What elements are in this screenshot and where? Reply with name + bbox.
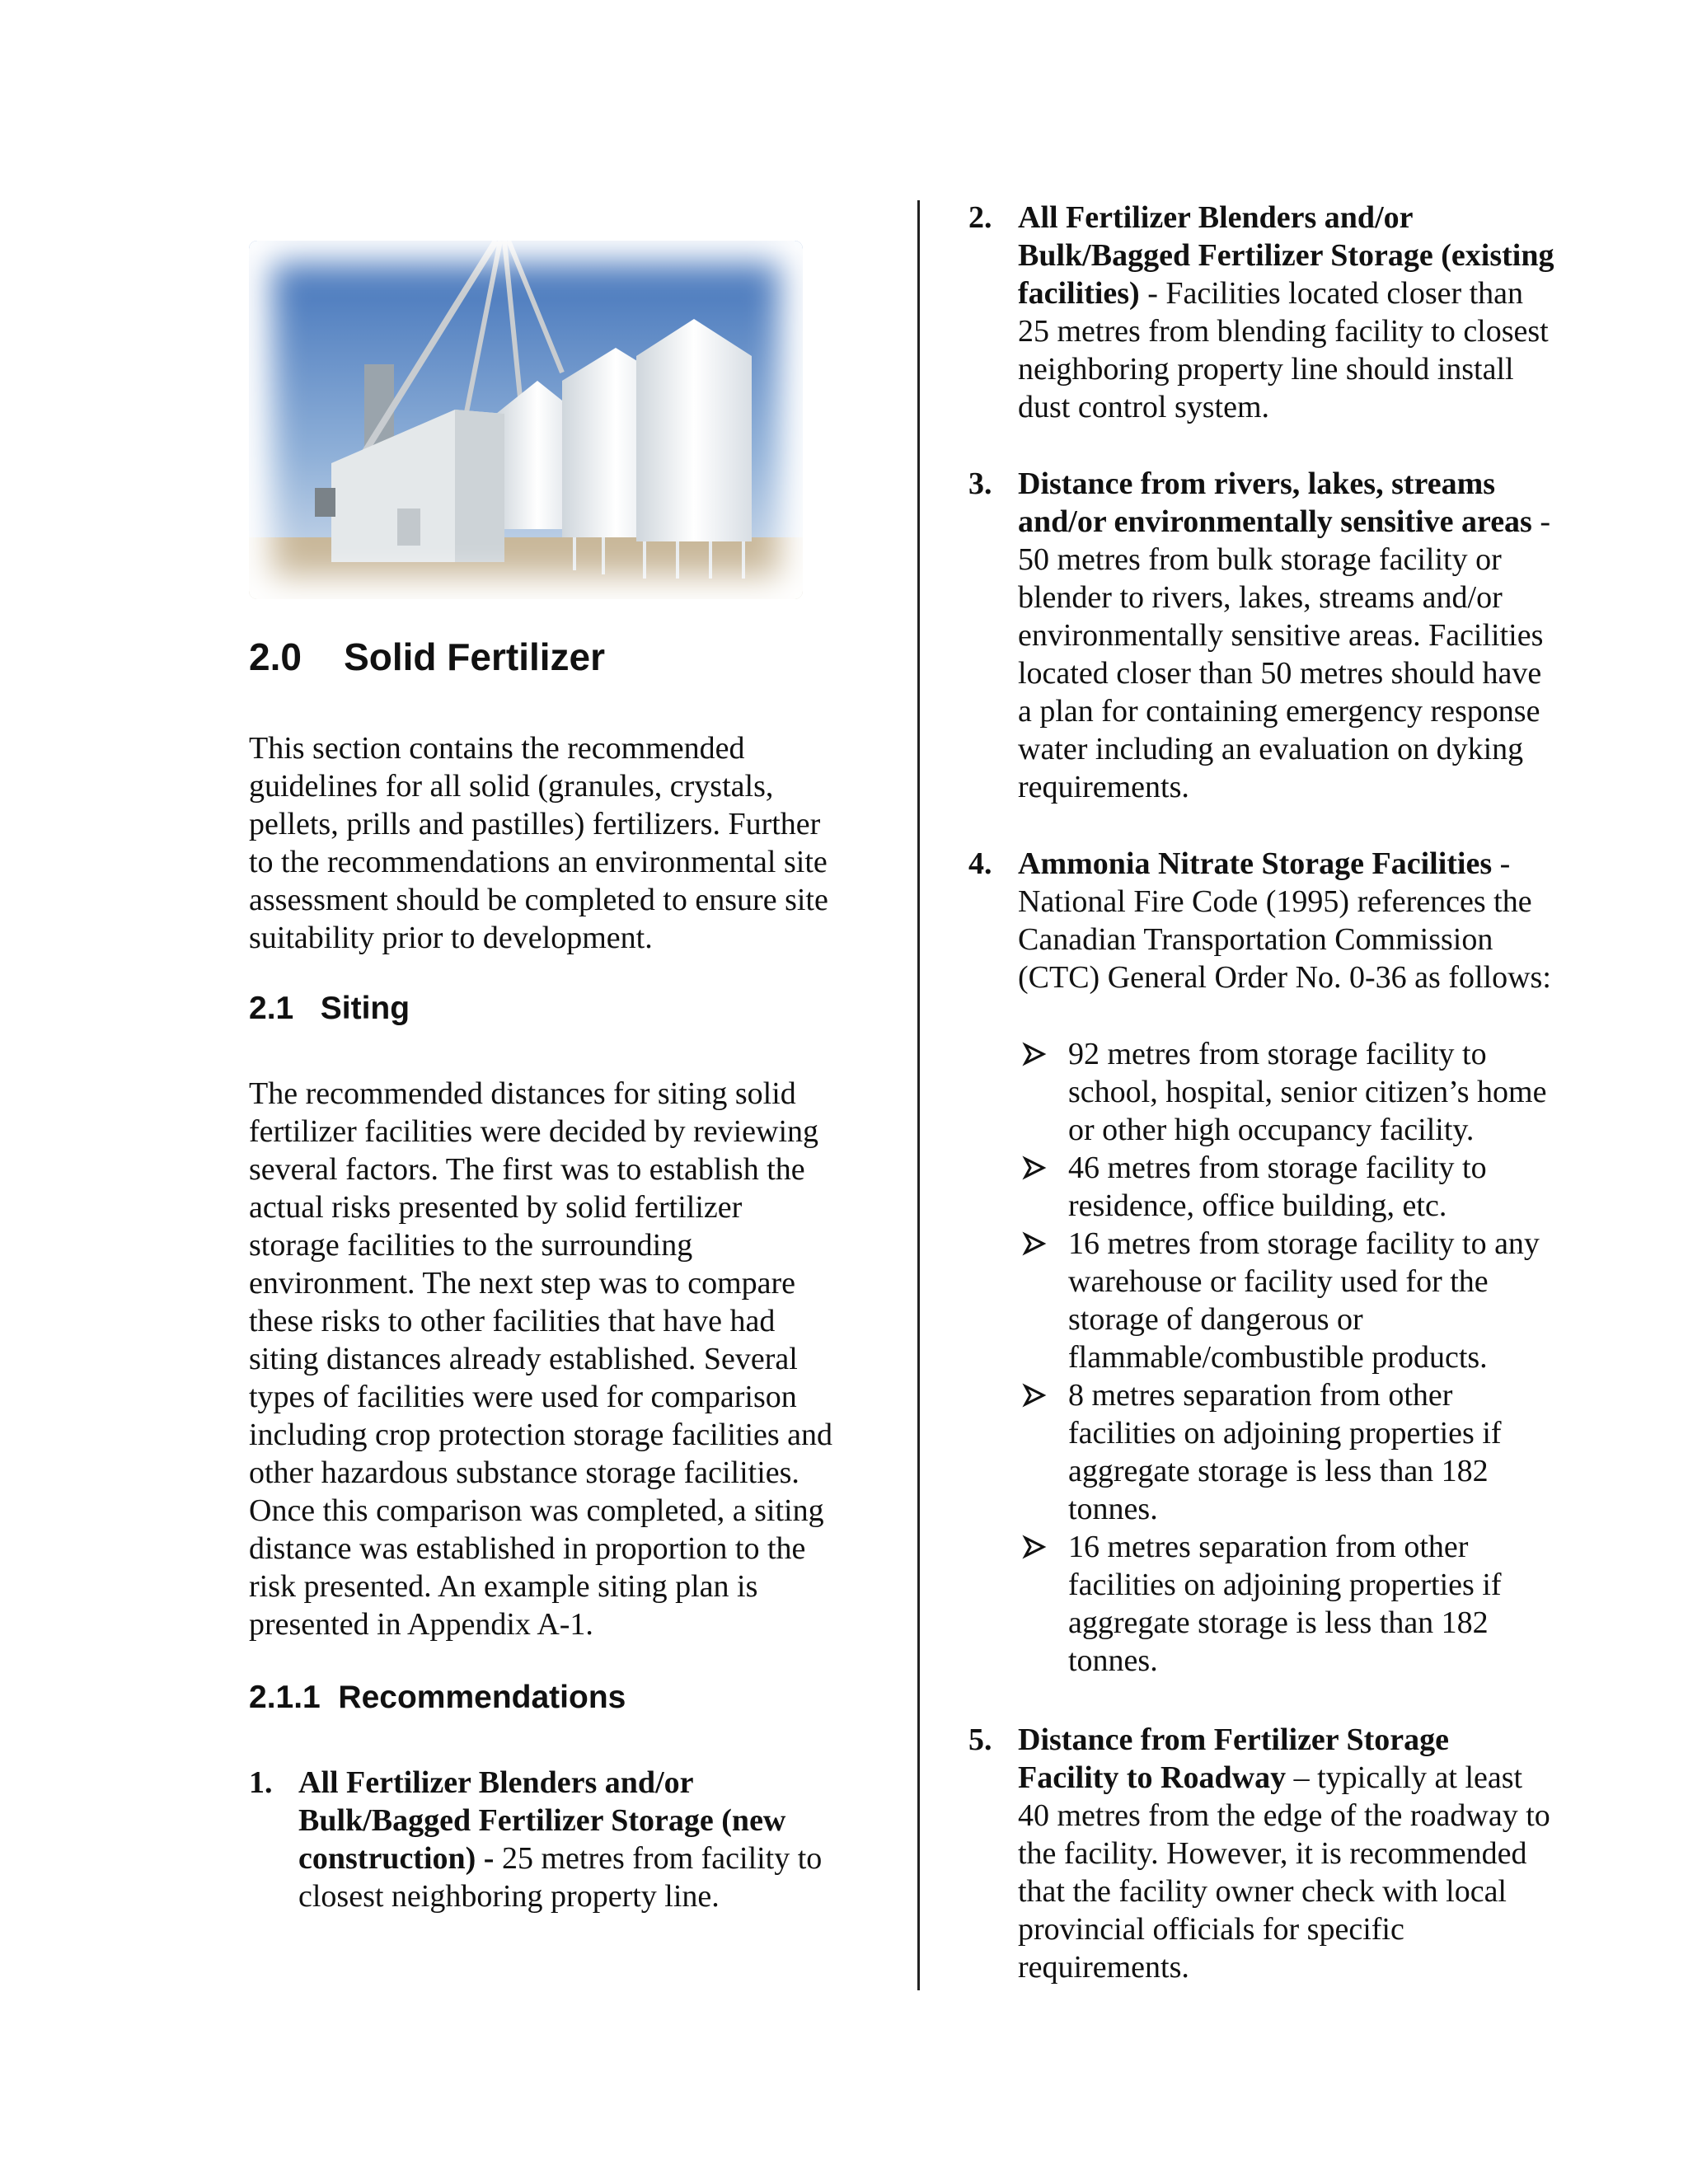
- siting-line: storage facilities to the surrounding: [249, 1228, 693, 1263]
- item-line: provincial officials for specific: [1018, 1912, 1404, 1947]
- siting-line: distance was established in proportion to the: [249, 1531, 806, 1566]
- fertilizer-storage-photo-icon: [249, 241, 803, 599]
- item-line: All Fertilizer Blenders and/or: [1018, 200, 1414, 235]
- siting-title: Siting: [320, 991, 410, 1026]
- arrow-bullet-icon: [1022, 1376, 1047, 1414]
- bullet-line: tonnes.: [1068, 1492, 1158, 1526]
- item-number: 4.: [968, 846, 992, 881]
- ammonia-bullet: [1022, 1528, 1599, 1680]
- item-line: water including an evaluation on dyking: [1018, 732, 1524, 766]
- siting-line: these risks to other facilities that have had: [249, 1304, 776, 1338]
- ammonia-bullet: [1022, 1376, 1599, 1528]
- item-line: requirements.: [1018, 1950, 1189, 1985]
- bullet-line: residence, office building, etc.: [1068, 1188, 1447, 1223]
- bullet-line: 8 metres separation from other: [1068, 1378, 1453, 1413]
- section-title: Solid Fertilizer: [344, 635, 606, 678]
- item-line: located closer than 50 metres should have: [1018, 656, 1542, 691]
- intro-line: This section contains the recommended: [249, 731, 745, 766]
- item-line: Distance from Fertilizer Storage: [1018, 1722, 1450, 1757]
- item-line: environmentally sensitive areas. Facilities: [1018, 618, 1544, 653]
- bullet-line: facilities on adjoining properties if: [1068, 1416, 1502, 1451]
- item-line: Distance from rivers, lakes, streams: [1018, 466, 1496, 501]
- intro-line: to the recommendations an environmental site: [249, 845, 828, 879]
- bullet-line: facilities on adjoining properties if: [1068, 1568, 1502, 1602]
- recommendations-number: 2.1.1: [249, 1680, 321, 1715]
- recommendation-item-4: [968, 845, 1611, 996]
- recommendation-item-1: [249, 1764, 892, 1915]
- siting-number: 2.1: [249, 991, 294, 1026]
- ammonia-bullet: [1022, 1035, 1599, 1149]
- siting-line: siting distances already established. Several: [249, 1342, 798, 1376]
- item-line: a plan for containing emergency response: [1018, 694, 1540, 729]
- item-line: Canadian Transportation Commission: [1018, 922, 1493, 957]
- intro-line: suitability prior to development.: [249, 921, 653, 955]
- siting-line: environment. The next step was to compare: [249, 1266, 796, 1301]
- item-number: 3.: [968, 466, 992, 501]
- item-line: that the facility owner check with local: [1018, 1874, 1507, 1909]
- arrow-bullet-icon: [1022, 1035, 1047, 1073]
- item-line: Bulk/Bagged Fertilizer Storage (new: [298, 1803, 786, 1838]
- item-line: neighboring property line should install: [1018, 352, 1514, 387]
- siting-line: The recommended distances for siting solid: [249, 1076, 796, 1111]
- siting-line: Once this comparison was completed, a siting: [249, 1493, 824, 1528]
- item-line: and/or environmentally sensitive areas -: [1018, 504, 1551, 539]
- item-number: 5.: [968, 1722, 992, 1757]
- column-divider: [917, 200, 920, 1990]
- bullet-line: 92 metres from storage facility to: [1068, 1037, 1487, 1071]
- item-line: Ammonia Nitrate Storage Facilities -: [1018, 846, 1511, 881]
- ammonia-bullet: [1022, 1225, 1599, 1376]
- bullet-line: tonnes.: [1068, 1643, 1158, 1678]
- item-line: Bulk/Bagged Fertilizer Storage (existing: [1018, 238, 1554, 273]
- bullet-line: warehouse or facility used for the: [1068, 1264, 1489, 1299]
- siting-line: several factors. The first was to establish the: [249, 1152, 805, 1187]
- item-line: requirements.: [1018, 770, 1189, 804]
- recommendation-item-2: [968, 199, 1611, 426]
- item-line: the facility. However, it is recommended: [1018, 1836, 1527, 1871]
- recommendations-title: Recommendations: [338, 1680, 626, 1715]
- item-line: 40 metres from the edge of the roadway to: [1018, 1798, 1550, 1833]
- bullet-line: school, hospital, senior citizen’s home: [1068, 1075, 1547, 1109]
- ammonia-bullet: [1022, 1149, 1599, 1225]
- bullet-line: storage of dangerous or: [1068, 1302, 1363, 1337]
- recommendation-item-3: [968, 465, 1611, 806]
- intro-line: assessment should be completed to ensure site: [249, 883, 828, 917]
- siting-heading: [249, 991, 410, 1027]
- bullet-line: aggregate storage is less than 182: [1068, 1454, 1489, 1488]
- fertilizer-facility-photo: [249, 241, 803, 599]
- section-heading: [249, 635, 605, 679]
- item-line: All Fertilizer Blenders and/or: [298, 1765, 694, 1800]
- item-number: 2.: [968, 200, 992, 235]
- item-line: closest neighboring property line.: [298, 1879, 720, 1914]
- item-line: 25 metres from blending facility to closest: [1018, 314, 1549, 349]
- siting-line: presented in Appendix A-1.: [249, 1607, 593, 1642]
- item-number: 1.: [249, 1765, 273, 1800]
- recommendation-item-5: [968, 1721, 1611, 1986]
- item-line: 50 metres from bulk storage facility or: [1018, 542, 1502, 577]
- intro-line: guidelines for all solid (granules, crystals,: [249, 769, 774, 804]
- siting-line: types of facilities were used for comparison: [249, 1380, 797, 1414]
- bullet-line: 16 metres from storage facility to any: [1068, 1226, 1540, 1261]
- intro-paragraph: [249, 729, 875, 957]
- siting-line: risk presented. An example siting plan is: [249, 1569, 758, 1604]
- item-line: (CTC) General Order No. 0-36 as follows:: [1018, 960, 1551, 995]
- bullet-line: aggregate storage is less than 182: [1068, 1605, 1489, 1640]
- siting-line: fertilizer facilities were decided by reviewing: [249, 1114, 819, 1149]
- item-line: facilities) - Facilities located closer than: [1018, 276, 1524, 311]
- bullet-line: or other high occupancy facility.: [1068, 1113, 1475, 1147]
- item-line: construction) - 25 metres from facility to: [298, 1841, 823, 1876]
- bullet-line: 16 metres separation from other: [1068, 1530, 1469, 1564]
- recommendations-heading: [249, 1680, 626, 1716]
- item-line: National Fire Code (1995) references the: [1018, 884, 1532, 919]
- item-line: dust control system.: [1018, 390, 1270, 424]
- siting-line: other hazardous substance storage facilities.: [249, 1455, 799, 1490]
- item-line: blender to rivers, lakes, streams and/or: [1018, 580, 1503, 615]
- siting-line: actual risks presented by solid fertilizer: [249, 1190, 743, 1225]
- siting-line: including crop protection storage facilities and: [249, 1418, 833, 1452]
- arrow-bullet-icon: [1022, 1528, 1047, 1566]
- section-number: 2.0: [249, 635, 302, 678]
- bullet-line: 46 metres from storage facility to: [1068, 1151, 1487, 1185]
- intro-line: pellets, prills and pastilles) fertilizers. Further: [249, 807, 821, 841]
- arrow-bullet-icon: [1022, 1149, 1047, 1187]
- siting-paragraph: [249, 1075, 875, 1643]
- bullet-line: flammable/combustible products.: [1068, 1340, 1488, 1375]
- arrow-bullet-icon: [1022, 1225, 1047, 1263]
- item-line: Facility to Roadway – typically at least: [1018, 1760, 1523, 1795]
